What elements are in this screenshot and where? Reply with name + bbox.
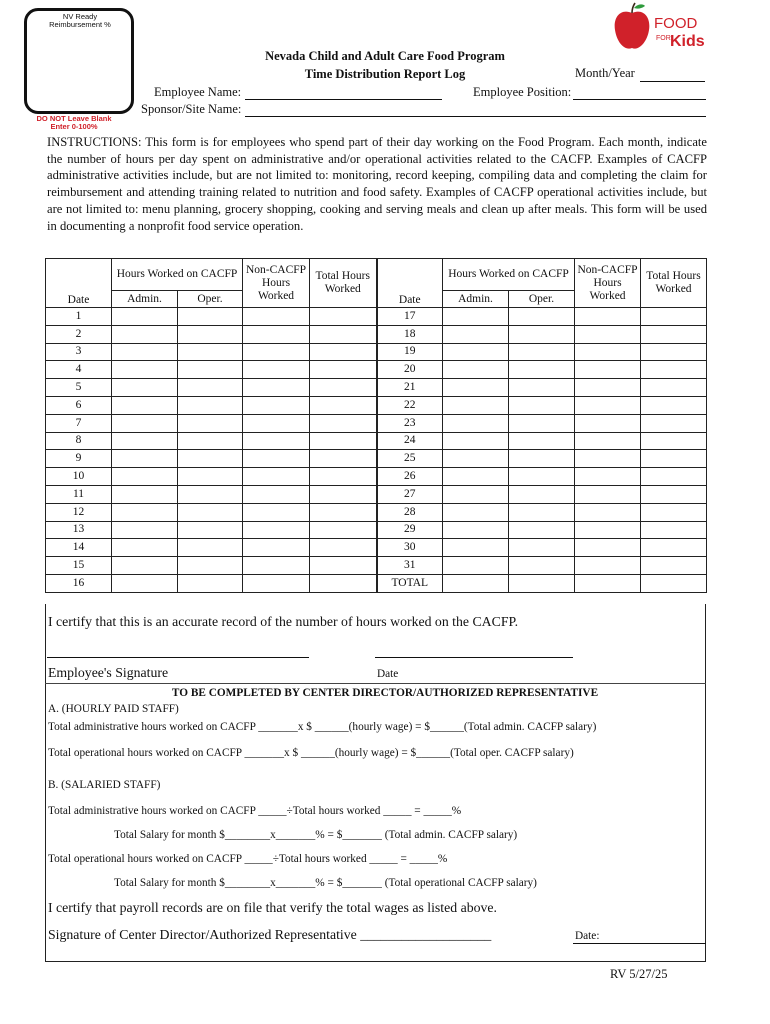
date-cell: 19	[377, 343, 443, 361]
date-cell: TOTAL	[377, 574, 443, 592]
admin-hours-cell[interactable]	[443, 379, 509, 397]
sponsor-site-field[interactable]	[245, 116, 706, 117]
employee-signature-label: Employee's Signature	[48, 665, 169, 680]
total-hours-cell[interactable]	[310, 450, 377, 468]
oper-hours-cell[interactable]	[509, 396, 575, 414]
non-cacfp-hours-cell[interactable]	[575, 521, 641, 539]
date-cell: 30	[377, 539, 443, 557]
non-cacfp-hours-cell[interactable]	[243, 325, 310, 343]
hours-worked-header-left: Hours Worked on CACFP	[112, 259, 243, 291]
non-cacfp-hours-cell[interactable]	[575, 485, 641, 503]
date-cell: 28	[377, 503, 443, 521]
oper-hours-cell[interactable]	[509, 539, 575, 557]
admin-hours-cell[interactable]	[112, 450, 178, 468]
total-hours-cell[interactable]	[641, 325, 707, 343]
director-date-label: Date:	[575, 930, 600, 942]
total-hours-cell[interactable]	[310, 557, 377, 575]
non-cacfp-hours-cell[interactable]	[243, 450, 310, 468]
non-cacfp-hours-cell[interactable]	[243, 521, 310, 539]
admin-hours-cell[interactable]	[443, 574, 509, 592]
admin-hours-cell[interactable]	[112, 361, 178, 379]
total-hours-cell[interactable]	[641, 361, 707, 379]
oper-hours-cell[interactable]	[509, 574, 575, 592]
table-row	[46, 343, 707, 361]
admin-hours-cell[interactable]	[112, 396, 178, 414]
warning-line-2: Enter 0-100%	[50, 122, 98, 131]
total-hours-cell[interactable]	[310, 468, 377, 486]
table-row	[46, 539, 707, 557]
admin-hours-cell[interactable]	[443, 361, 509, 379]
non-cacfp-hours-cell[interactable]	[243, 485, 310, 503]
hourly-oper-line[interactable]: Total operational hours worked on CACFP _______x $ ______(hourly wage) = $______(Total oper. CACFP salary)	[48, 747, 574, 759]
admin-hours-cell[interactable]	[112, 574, 178, 592]
employee-position-field[interactable]	[573, 99, 706, 100]
table-row	[46, 414, 707, 432]
date-cell: 31	[377, 557, 443, 575]
oper-hours-cell[interactable]	[509, 308, 575, 326]
date-cell: 18	[377, 325, 443, 343]
total-hours-cell[interactable]	[641, 379, 707, 397]
month-year-label: Month/Year	[575, 66, 635, 80]
revision-label: RV 5/27/25	[610, 967, 668, 981]
date-cell: 10	[46, 468, 112, 486]
admin-hours-cell[interactable]	[443, 557, 509, 575]
total-hours-cell[interactable]	[641, 485, 707, 503]
total-hours-cell[interactable]	[641, 574, 707, 592]
non-cacfp-hours-cell[interactable]	[243, 414, 310, 432]
oper-hours-cell[interactable]	[509, 361, 575, 379]
salaried-admin-salary[interactable]: Total Salary for month $________x_______% = $_______ (Total admin. CACFP salary)	[114, 829, 518, 841]
oper-hours-cell[interactable]	[178, 485, 243, 503]
total-hours-cell[interactable]	[310, 539, 377, 557]
admin-hours-cell[interactable]	[443, 432, 509, 450]
table-row	[46, 521, 707, 539]
non-cacfp-hours-cell[interactable]	[243, 379, 310, 397]
date-cell: 26	[377, 468, 443, 486]
non-cacfp-header-left: Non-CACFP Hours Worked	[243, 259, 310, 308]
date-cell: 20	[377, 361, 443, 379]
oper-hours-cell[interactable]	[509, 414, 575, 432]
date-cell: 17	[377, 308, 443, 326]
admin-hours-cell[interactable]	[112, 468, 178, 486]
non-cacfp-hours-cell[interactable]	[243, 343, 310, 361]
total-hours-cell[interactable]	[641, 432, 707, 450]
table-row	[46, 468, 707, 486]
hours-worked-header-right: Hours Worked on CACFP	[443, 259, 575, 291]
total-hours-cell[interactable]	[641, 396, 707, 414]
table-row	[46, 379, 707, 397]
employee-certification: I certify that this is an accurate record of the number of hours worked on the CACFP.	[48, 614, 519, 629]
non-cacfp-hours-cell[interactable]	[243, 308, 310, 326]
oper-hours-cell[interactable]	[509, 450, 575, 468]
total-hours-cell[interactable]	[641, 450, 707, 468]
total-hours-header-left: Total Hours Worked	[310, 259, 377, 308]
table-row	[46, 432, 707, 450]
date-cell: 14	[46, 539, 112, 557]
total-hours-cell[interactable]	[310, 485, 377, 503]
non-cacfp-hours-cell[interactable]	[243, 539, 310, 557]
total-hours-cell[interactable]	[641, 308, 707, 326]
date-cell: 12	[46, 503, 112, 521]
oper-hours-cell[interactable]	[178, 450, 243, 468]
oper-hours-cell[interactable]	[178, 468, 243, 486]
admin-hours-cell[interactable]	[112, 521, 178, 539]
admin-hours-cell[interactable]	[112, 539, 178, 557]
date-cell: 4	[46, 361, 112, 379]
non-cacfp-hours-cell[interactable]	[575, 432, 641, 450]
non-cacfp-hours-cell[interactable]	[575, 396, 641, 414]
date-cell: 11	[46, 485, 112, 503]
table-row	[46, 361, 707, 379]
total-hours-cell[interactable]	[310, 396, 377, 414]
total-hours-cell[interactable]	[641, 343, 707, 361]
admin-hours-cell[interactable]	[443, 414, 509, 432]
date-cell: 5	[46, 379, 112, 397]
apple-icon	[615, 3, 650, 49]
admin-header-right: Admin.	[443, 291, 509, 308]
non-cacfp-hours-cell[interactable]	[243, 574, 310, 592]
food-for-kids-logo	[612, 2, 708, 54]
total-hours-cell[interactable]	[310, 361, 377, 379]
admin-header-left: Admin.	[112, 291, 178, 308]
date-cell: 25	[377, 450, 443, 468]
non-cacfp-hours-cell[interactable]	[243, 432, 310, 450]
total-hours-cell[interactable]	[641, 468, 707, 486]
date-cell: 1	[46, 308, 112, 326]
admin-hours-cell[interactable]	[112, 343, 178, 361]
oper-hours-cell[interactable]	[178, 325, 243, 343]
non-cacfp-hours-cell[interactable]	[575, 308, 641, 326]
oper-hours-cell[interactable]	[178, 574, 243, 592]
director-heading: TO BE COMPLETED BY CENTER DIRECTOR/AUTHORIZED REPRESENTATIVE	[171, 687, 599, 699]
oper-hours-cell[interactable]	[178, 396, 243, 414]
table-row	[46, 308, 707, 326]
oper-hours-cell[interactable]	[178, 414, 243, 432]
admin-hours-cell[interactable]	[443, 343, 509, 361]
non-cacfp-hours-cell[interactable]	[243, 468, 310, 486]
admin-hours-cell[interactable]	[112, 379, 178, 397]
oper-hours-cell[interactable]	[509, 432, 575, 450]
total-hours-cell[interactable]	[641, 414, 707, 432]
non-cacfp-hours-cell[interactable]	[243, 396, 310, 414]
non-cacfp-hours-cell[interactable]	[575, 574, 641, 592]
oper-header-right: Oper.	[509, 291, 575, 308]
non-cacfp-hours-cell[interactable]	[575, 361, 641, 379]
warning-line-1: DO NOT Leave Blank	[36, 114, 112, 123]
employee-signature-line[interactable]	[47, 657, 309, 658]
oper-hours-cell[interactable]	[178, 361, 243, 379]
payroll-certification: I certify that payroll records are on file that verify the total wages as listed above.	[48, 900, 497, 915]
hourly-staff-heading: A. (HOURLY PAID STAFF)	[48, 703, 179, 715]
director-signature-line[interactable]: Signature of Center Director/Authorized Representative ___________________	[48, 927, 492, 942]
non-cacfp-hours-cell[interactable]	[575, 343, 641, 361]
table-row	[46, 396, 707, 414]
oper-hours-cell[interactable]	[509, 557, 575, 575]
date-cell: 16	[46, 574, 112, 592]
employee-date-label: Date	[377, 668, 399, 680]
director-date-field[interactable]	[573, 943, 706, 944]
admin-hours-cell[interactable]	[112, 503, 178, 521]
oper-hours-cell[interactable]	[509, 379, 575, 397]
table-row	[46, 325, 707, 343]
admin-hours-cell[interactable]	[112, 557, 178, 575]
admin-hours-cell[interactable]	[443, 308, 509, 326]
date-header-right: Date	[377, 259, 443, 308]
oper-hours-cell[interactable]	[509, 325, 575, 343]
total-hours-cell[interactable]	[310, 379, 377, 397]
hourly-admin-line[interactable]: Total administrative hours worked on CACFP _______x $ ______(hourly wage) = $______(Total admin. CACFP salary)	[48, 721, 597, 733]
admin-hours-cell[interactable]	[443, 396, 509, 414]
table-row	[46, 485, 707, 503]
employee-date-line[interactable]	[375, 657, 573, 658]
admin-hours-cell[interactable]	[443, 503, 509, 521]
salaried-oper-salary[interactable]: Total Salary for month $________x_______% = $_______ (Total operational CACFP salary)	[114, 877, 537, 889]
logo-word-for: FOR	[656, 35, 671, 42]
date-cell: 2	[46, 325, 112, 343]
oper-header-left: Oper.	[178, 291, 243, 308]
salaried-staff-heading: B. (SALARIED STAFF)	[48, 779, 161, 791]
date-header-left: Date	[46, 259, 112, 308]
non-cacfp-header-right: Non-CACFP Hours Worked	[575, 259, 641, 308]
total-hours-cell[interactable]	[641, 557, 707, 575]
date-cell: 15	[46, 557, 112, 575]
oper-hours-cell[interactable]	[178, 539, 243, 557]
admin-hours-cell[interactable]	[443, 325, 509, 343]
non-cacfp-hours-cell[interactable]	[575, 468, 641, 486]
non-cacfp-hours-cell[interactable]	[575, 539, 641, 557]
total-hours-cell[interactable]	[641, 521, 707, 539]
page-title: Nevada Child and Adult Care Food Program	[265, 49, 505, 63]
sponsor-site-label: Sponsor/Site Name:	[141, 102, 242, 116]
month-year-field[interactable]	[640, 81, 705, 82]
non-cacfp-hours-cell[interactable]	[243, 361, 310, 379]
total-hours-cell[interactable]	[310, 503, 377, 521]
non-cacfp-hours-cell[interactable]	[575, 503, 641, 521]
table-row	[46, 557, 707, 575]
admin-hours-cell[interactable]	[112, 485, 178, 503]
time-log-table	[45, 258, 707, 593]
salaried-oper-line[interactable]: Total operational hours worked on CACFP _____÷Total hours worked _____ = _____%	[48, 853, 448, 865]
admin-hours-cell[interactable]	[112, 414, 178, 432]
oper-hours-cell[interactable]	[178, 557, 243, 575]
date-cell: 23	[377, 414, 443, 432]
table-row	[46, 503, 707, 521]
non-cacfp-hours-cell[interactable]	[575, 325, 641, 343]
date-cell: 13	[46, 521, 112, 539]
total-hours-cell[interactable]	[310, 521, 377, 539]
admin-hours-cell[interactable]	[443, 539, 509, 557]
oper-hours-cell[interactable]	[509, 485, 575, 503]
reimbursement-label: NV Ready Reimbursement %	[49, 12, 111, 29]
total-hours-header-right: Total Hours Worked	[641, 259, 707, 308]
logo-word-food: FOOD	[654, 15, 698, 32]
employee-name-label: Employee Name:	[154, 85, 242, 99]
oper-hours-cell[interactable]	[178, 432, 243, 450]
date-cell: 6	[46, 396, 112, 414]
date-cell: 9	[46, 450, 112, 468]
admin-hours-cell[interactable]	[443, 450, 509, 468]
total-hours-cell[interactable]	[310, 343, 377, 361]
total-hours-cell[interactable]	[310, 308, 377, 326]
total-hours-cell[interactable]	[641, 503, 707, 521]
non-cacfp-hours-cell[interactable]	[575, 414, 641, 432]
oper-hours-cell[interactable]	[178, 308, 243, 326]
admin-hours-cell[interactable]	[443, 485, 509, 503]
oper-hours-cell[interactable]	[509, 343, 575, 361]
admin-hours-cell[interactable]	[443, 521, 509, 539]
section-divider	[45, 683, 706, 684]
total-hours-cell[interactable]	[310, 574, 377, 592]
date-cell: 3	[46, 343, 112, 361]
date-cell: 27	[377, 485, 443, 503]
oper-hours-cell[interactable]	[178, 343, 243, 361]
non-cacfp-hours-cell[interactable]	[575, 379, 641, 397]
oper-hours-cell[interactable]	[509, 468, 575, 486]
date-cell: 7	[46, 414, 112, 432]
total-hours-cell[interactable]	[310, 414, 377, 432]
non-cacfp-hours-cell[interactable]	[243, 557, 310, 575]
salaried-admin-line[interactable]: Total administrative hours worked on CACFP _____÷Total hours worked _____ = _____%	[48, 805, 462, 817]
non-cacfp-hours-cell[interactable]	[243, 503, 310, 521]
oper-hours-cell[interactable]	[178, 521, 243, 539]
date-cell: 24	[377, 432, 443, 450]
employee-name-field[interactable]	[245, 99, 442, 100]
total-hours-cell[interactable]	[310, 325, 377, 343]
non-cacfp-hours-cell[interactable]	[575, 557, 641, 575]
non-cacfp-hours-cell[interactable]	[575, 450, 641, 468]
reimbursement-warning	[36, 115, 112, 131]
total-hours-cell[interactable]	[641, 539, 707, 557]
admin-hours-cell[interactable]	[112, 432, 178, 450]
total-hours-cell[interactable]	[310, 432, 377, 450]
table-row	[46, 450, 707, 468]
table-row	[46, 574, 707, 592]
oper-hours-cell[interactable]	[509, 521, 575, 539]
employee-position-label: Employee Position:	[473, 85, 572, 99]
oper-hours-cell[interactable]	[509, 503, 575, 521]
date-cell: 21	[377, 379, 443, 397]
admin-hours-cell[interactable]	[443, 468, 509, 486]
logo-word-kids: Kids	[670, 33, 705, 50]
page-subtitle: Time Distribution Report Log	[304, 67, 466, 81]
date-cell: 29	[377, 521, 443, 539]
admin-hours-cell[interactable]	[112, 308, 178, 326]
date-cell: 8	[46, 432, 112, 450]
oper-hours-cell[interactable]	[178, 379, 243, 397]
admin-hours-cell[interactable]	[112, 325, 178, 343]
oper-hours-cell[interactable]	[178, 503, 243, 521]
instructions: INSTRUCTIONS: This form is for employees who spend part of their day working on the Food Program. Each month, indicate the number of hours per day spent on administrative and/or operational activities related to the CACFP. Examples of CACFP administrative activities include, but are not limited to: monitoring, record keeping, compiling data and completing the claim for reimbursement and attending training related to nutrition and food safety. Examples of CACFP operational activities include, but are not limited to: menu planning, grocery shopping, cooking and serving meals and clean up after meals. This form will be used in documenting a nonprofit food service operation.	[47, 135, 707, 233]
date-cell: 22	[377, 396, 443, 414]
